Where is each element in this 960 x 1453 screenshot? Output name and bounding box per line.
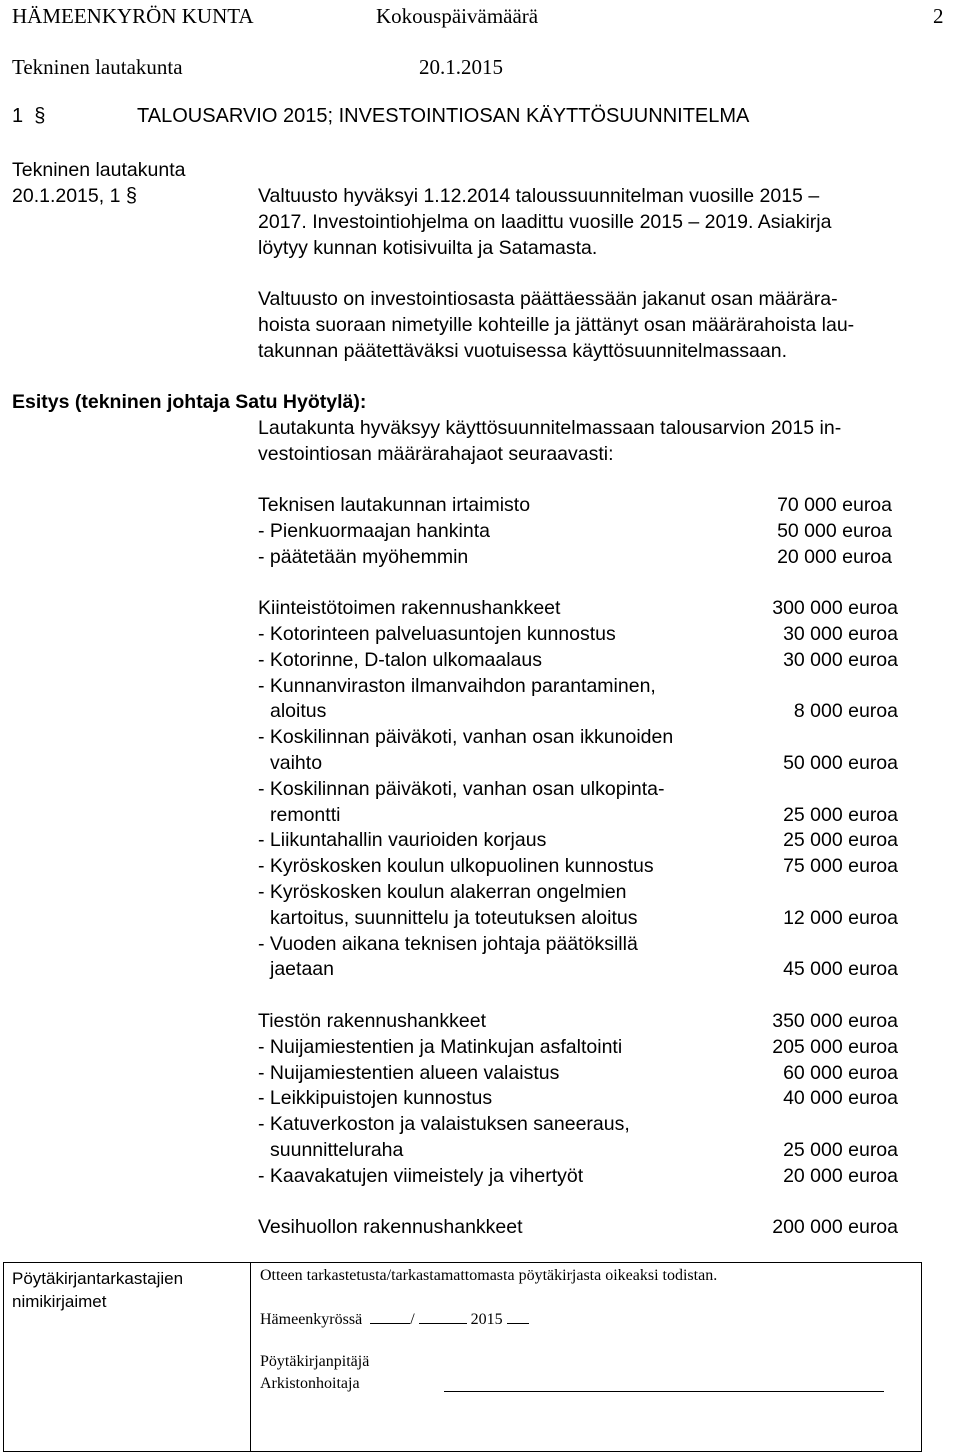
budget-row (258, 596, 898, 622)
history-board: Tekninen lautakunta (12, 159, 186, 181)
budget-item-amount: 60 000 euroa (783, 1061, 898, 1084)
budget-item-label: Tiestön rakennushankkeet (258, 1009, 487, 1032)
budget-item-label: aloitus (270, 700, 327, 723)
role-secretary: Pöytäkirjanpitäjä (260, 1353, 370, 1370)
budget-row (258, 519, 898, 545)
signature-divider (250, 1263, 251, 1451)
budget-spacer (258, 983, 898, 1009)
municipality-name: HÄMEENKYRÖN KUNTA (12, 4, 254, 28)
budget-item-amount: 50 000 euroa (777, 519, 892, 542)
budget-row (258, 828, 898, 854)
budget-item-label: Vesihuollon rakennushankkeet (258, 1216, 523, 1239)
budget-item-label: suunnitteluraha (270, 1138, 404, 1161)
budget-item-amount: 40 000 euroa (783, 1087, 898, 1110)
budget-item-label: - Kyröskosken koulun alakerran ongelmien (258, 880, 627, 903)
budget-item-label: Teknisen lautakunnan irtaimisto (258, 494, 531, 516)
history-line: löytyy kunnan kotisivuilta ja Satamasta. (258, 236, 598, 259)
budget-item-label: - Kunnanviraston ilmanvaihdon parantaminen, (258, 674, 656, 697)
history-text (258, 184, 831, 261)
budget-item-label: remontti (270, 803, 341, 826)
inspector-initials-label: Pöytäkirjantarkastajien nimikirjaimet (12, 1269, 184, 1311)
budget-row (258, 493, 898, 519)
budget-row (258, 803, 898, 829)
budget-row (258, 906, 898, 932)
budget-item-label: - Nuijamiestentien ja Matinkujan asfaltointi (258, 1035, 623, 1058)
budget-spacer (258, 1190, 898, 1216)
budget-row (258, 880, 898, 906)
budget-row (258, 622, 898, 648)
place-date-line: Hämeenkyrössä / 2015 (260, 1309, 529, 1329)
history-line: takunnan päätettäväksi vuotuisessa käyttösuunnitelmassaan. (258, 339, 787, 362)
budget-item-amount: 200 000 euroa (772, 1216, 898, 1239)
paragraph-sign: § (34, 105, 46, 127)
budget-item-amount: 20 000 euroa (783, 1164, 898, 1187)
budget-item-amount: 350 000 euroa (772, 1009, 898, 1032)
history-line: Valtuusto on investointiosasta päättäessään jakanut osan määrära- (258, 288, 838, 310)
budget-row (258, 1112, 898, 1138)
budget-item-amount: 8 000 euroa (793, 700, 898, 723)
budget-item-label: - Kyröskosken koulun ulkopuolinen kunnostus (258, 855, 654, 878)
proposal-line: Lautakunta hyväksyy käyttösuunnitelmassaan talousarvion 2015 in- (258, 417, 842, 439)
proposal-label: Esitys (tekninen johtaja Satu Hyötylä): (12, 391, 367, 413)
budget-item-label: - Kaavakatujen viimeistely ja vihertyöt (258, 1164, 584, 1187)
budget-item-amount: 300 000 euroa (772, 597, 898, 620)
budget-item-label: - Koskilinnan päiväkoti, vanhan osan ikkunoiden (258, 726, 674, 749)
budget-row (258, 699, 898, 725)
certification-text: Otteen tarkastetusta/tarkastamattomasta pöytäkirjasta oikeaksi todistan. (260, 1267, 718, 1284)
section-number: 1 § (12, 105, 46, 127)
budget-row (258, 751, 898, 777)
budget-row (258, 932, 898, 958)
budget-item-label: kartoitus, suunnittelu ja toteutuksen aloitus (270, 906, 638, 929)
budget-item-label: - Leikkipuistojen kunnostus (258, 1087, 493, 1110)
budget-row (258, 1086, 898, 1112)
budget-row (258, 725, 898, 751)
budget-item-label: - Vuoden aikana teknisen johtaja päätöksillä (258, 932, 638, 955)
board-name: Tekninen lautakunta (12, 55, 183, 79)
budget-item-label: jaetaan (270, 958, 334, 981)
budget-row (258, 854, 898, 880)
history-paragraph-2 (258, 287, 854, 364)
history-line: Valtuusto hyväksyi 1.12.2014 taloussuunnitelman vuosille 2015 – (258, 185, 820, 207)
budget-item-label: - Kotorinteen palveluasuntojen kunnostus (258, 622, 616, 645)
budget-item-amount: 20 000 euroa (777, 545, 892, 568)
budget-item-amount: 30 000 euroa (783, 648, 898, 671)
budget-item-amount: 50 000 euroa (783, 751, 898, 774)
proposal-text (258, 416, 841, 468)
budget-item-label: vaihto (270, 751, 323, 774)
budget-item-amount: 30 000 euroa (783, 622, 898, 645)
budget-item-amount: 70 000 euroa (777, 494, 892, 516)
budget-item-label: - Kotorinne, D-talon ulkomaalaus (258, 648, 542, 671)
budget-item-amount: 45 000 euroa (783, 958, 898, 981)
document-type: Kokouspäivämäärä (376, 4, 539, 28)
budget-item-label: - Liikuntahallin vaurioiden korjaus (258, 829, 547, 852)
budget-row (258, 777, 898, 803)
history-line: 2017. Investointiohjelma on laadittu vuosille 2015 – 2019. Asiakirja (258, 210, 832, 233)
signature-line (444, 1391, 884, 1392)
budget-row (258, 1061, 898, 1087)
page-number: 2 (933, 4, 944, 28)
history-line: hoista suoraan nimetyille kohteille ja jättänyt osan määrärahoista lau- (258, 313, 855, 336)
budget-item-label: - Katuverkoston ja valaistuksen saneeraus, (258, 1113, 630, 1136)
budget-item-label: Kiinteistötoimen rakennushankkeet (258, 597, 561, 620)
budget-item-label: - Pienkuormaajan hankinta (258, 519, 490, 542)
proposal-line: vestointiosan määrärahajaot seuraavasti: (258, 442, 614, 465)
budget-item-label: - Nuijamiestentien alueen valaistus (258, 1061, 560, 1084)
budget-row (258, 1035, 898, 1061)
history-ref: 20.1.2015, 1 § (12, 185, 137, 207)
budget-item-label: - päätetään myöhemmin (258, 545, 469, 568)
budget-item-amount: 205 000 euroa (772, 1035, 898, 1058)
section-title: TALOUSARVIO 2015; INVESTOINTIOSAN KÄYTTÖSUUNNITELMA (137, 105, 750, 127)
budget-item-amount: 25 000 euroa (783, 829, 898, 852)
budget-item-label: - Koskilinnan päiväkoti, vanhan osan ulkopinta- (258, 777, 665, 800)
meeting-date: 20.1.2015 (419, 55, 503, 79)
budget-row (258, 648, 898, 674)
budget-item-amount: 75 000 euroa (783, 855, 898, 878)
signature-box (3, 1262, 922, 1452)
budget-row (258, 1164, 898, 1190)
budget-row (258, 1138, 898, 1164)
role-archivist: Arkistonhoitaja (260, 1375, 360, 1392)
budget-item-amount: 25 000 euroa (783, 803, 898, 826)
budget-item-amount: 25 000 euroa (783, 1138, 898, 1161)
budget-spacer (258, 570, 898, 596)
budget-row (258, 674, 898, 700)
budget-row (258, 1009, 898, 1035)
budget-item-amount: 12 000 euroa (783, 906, 898, 929)
budget-row (258, 957, 898, 983)
budget-row (258, 545, 898, 571)
budget-row (258, 1215, 898, 1241)
budget-table (258, 493, 898, 1241)
